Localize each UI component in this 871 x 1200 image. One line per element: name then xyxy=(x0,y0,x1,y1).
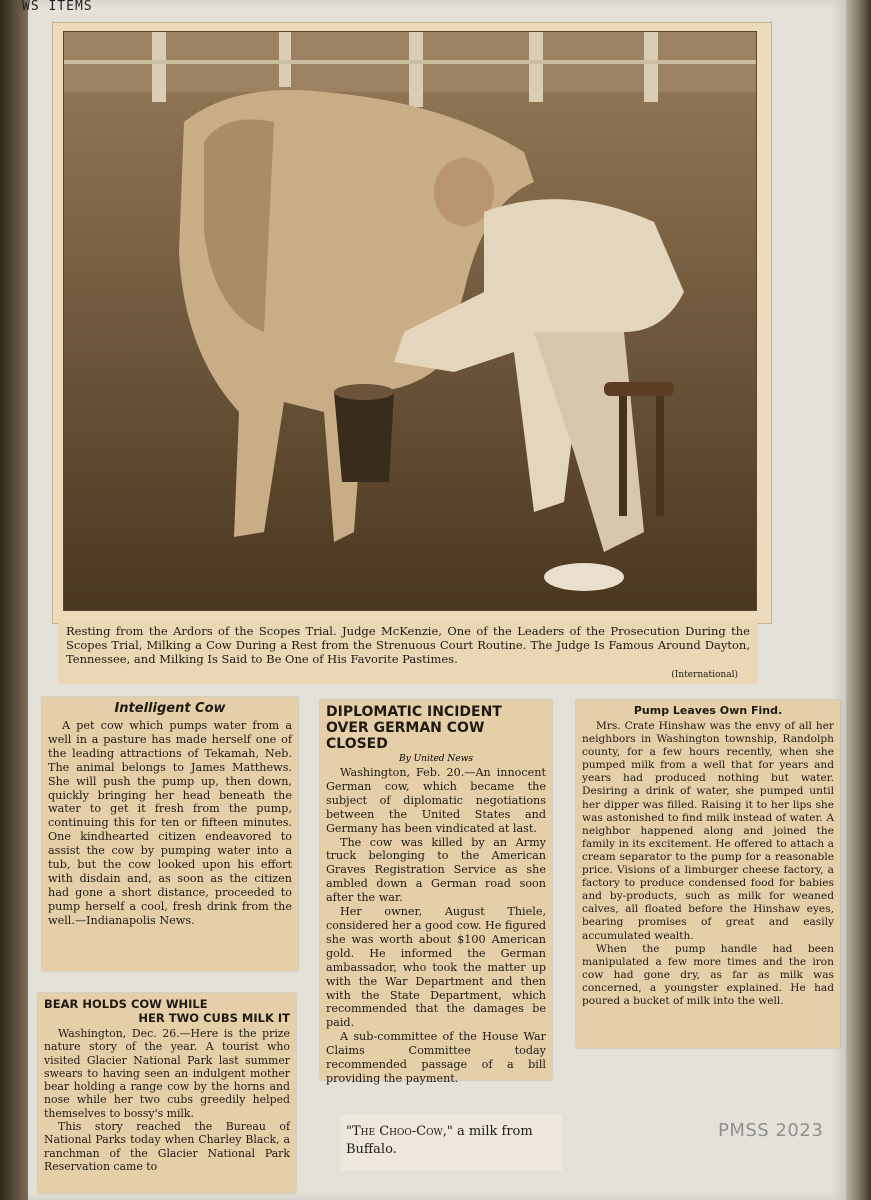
headline-diplomatic-incident-line1: DIPLOMATIC INCIDENT xyxy=(326,704,502,720)
choo-cow-text: a milk from Buffalo. xyxy=(346,1124,533,1157)
clipping-pump-leaves-own-find xyxy=(576,700,840,1048)
clipping-choo-cow xyxy=(340,1115,562,1171)
clipping-bear-holds-cow xyxy=(38,993,296,1193)
paragraph: The cow was killed by an Army truck belonging to the American Graves Registration Service as she ambled down a German road soon after the war. xyxy=(326,835,546,905)
paragraph: A sub-committee of the House War Claims Committee today recommended passage of a bill providing the payment. xyxy=(326,1030,546,1085)
headline-bear-holds-cow-line1: BEAR HOLDS COW WHILE xyxy=(44,997,208,1011)
paragraph: When the pump handle had been manipulated a few more times and the iron cow had gone dry, as far as milk was concerned, a youngster explained. He had poured a bucket of milk into the well. xyxy=(582,942,834,1007)
paragraph: Mrs. Crate Hinshaw was the envy of all her neighbors in Washington township, Randolph county, for a few hours recently, when she pumped milk from a well that for years and years had produced nothing but water. Desiring a drink of water, she pumped until her dipper was filled. Raising it to her lips she was astonished to find milk instead of water. A neighbor happened along and joined the family in its excitement. He offered to attach a cream separator to the pump for a reasonable price. Visions of a limburger cheese factory, a factory to produce condensed food for babies and by-products, such as milk for weaned calves, all floated before the Hinshaw eyes, bearing promises of great and easily accumulated wealth. xyxy=(582,720,834,942)
album-spine-shadow xyxy=(0,0,28,1200)
photo-caption xyxy=(58,622,758,684)
clipping-intelligent-cow xyxy=(42,697,298,971)
photo-illustration xyxy=(64,32,756,610)
header-fragment: WS ITEMS xyxy=(22,0,93,14)
paragraph: Washington, Feb. 20.—An innocent German cow, which became the subject of diplomatic negotiations between the United States and Germany has been vindicated at last. xyxy=(326,766,546,835)
watermark: PMSS 2023 xyxy=(718,1120,824,1141)
caption-text: Resting from the Ardors of the Scopes Trial. Judge McKenzie, One of the Leaders of the Prosecution During the Scopes Trial, Milking a Cow During a Rest from the Strenuous Court Routine. The Judge Is Famous Around Dayton, Tennessee, and Milking Is Said to Be One of His Favorite Pastimes. xyxy=(66,624,750,666)
photo-clipping xyxy=(52,22,772,624)
paragraph: Washington, Dec. 26.—Here is the prize nature story of the year. A tourist who visited Glacier National Park last summer swears to having seen an indulgent mother bear holding a range cow by the horns and nose while her two cubs greedily helped themselves to bossy's milk. xyxy=(44,1027,290,1120)
headline-pump-leaves-own-find: Pump Leaves Own Find. xyxy=(633,704,783,717)
byline: By United News xyxy=(399,754,473,764)
article-body-intelligent-cow: A pet cow which pumps water from a well in a pasture has made herself one of the leading attractions of Tekamah, Neb. The animal belongs to James Matthews. She will push the pump up, then down, quickly bringing her head beneath the water to get it fresh from the pump, continuing this for ten or fifteen minutes. One kindhearted citizen endeavored to assist the cow by pumping water into a tub, but the cow looked upon his effort with disdain and, as soon as the citizen had gone a short distance, proceeded to pump herself a cool, fresh drink from the well.—Indianapolis News. xyxy=(48,719,292,927)
photo-credit: (International) xyxy=(671,670,738,680)
paragraph: Her owner, August Thiele, considered her a good cow. He figured she was worth about $100 American gold. He informed the German ambassador, who took the matter up with the War Department and then with the State Department, which recommended that the damages be paid. xyxy=(326,905,546,1030)
paragraph: This story reached the Bureau of National Parks today when Charley Black, a ranchman of the Glacier National Park Reservation came to xyxy=(44,1120,290,1173)
headline-bear-holds-cow-line2: HER TWO CUBS MILK IT xyxy=(138,1011,290,1025)
headline-intelligent-cow: Intelligent Cow xyxy=(114,701,226,716)
photo-judge-milking-cow xyxy=(63,31,757,611)
page-edge xyxy=(846,0,871,1200)
choo-cow-title: "The Choo-Cow," xyxy=(346,1124,453,1139)
headline-diplomatic-incident-line2: OVER GERMAN COW CLOSED xyxy=(326,720,485,752)
clipping-diplomatic-incident xyxy=(320,700,552,1085)
